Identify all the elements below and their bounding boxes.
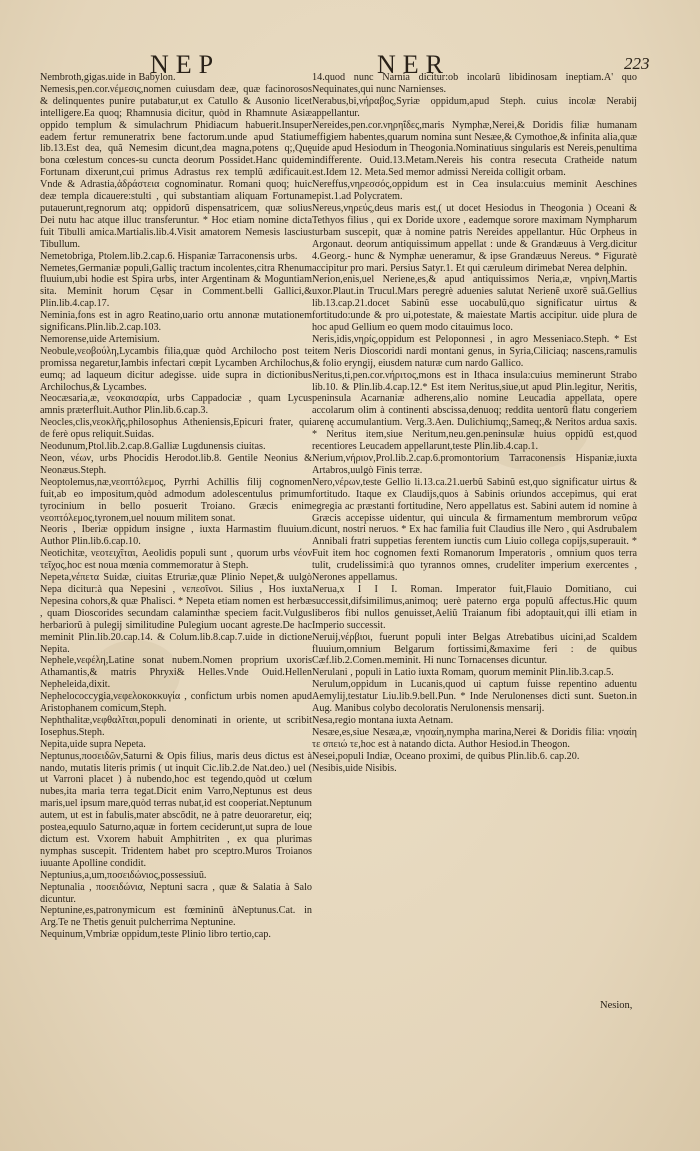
dictionary-entry: Neritus,ti,pen.cor.νήριτος,mons est in Ithaca insula:cuius meminerunt Strabo lib.10. & Plin.lib.4.cap.12.* Est item Neritus,siue,ut apud Plin.legitur, Neritis, peninsula Acarnaniæ adherens,alio nomine Leucadia appellata, opere accolarum olim à continenti abscissa,denuoq; reddita uentorũ flatu congeriem arenę accumulantium. Verg.3.Aen. Dulichiumq;,Sameq;,& Neritos ardua saxis. * Neritus item,siue Neritum,neu.gen.peninsulæ huius oppidũ est,quod recentiores Leucadem appellarunt,teste Plin.lib.4.cap.1. xyxy=(312,369,637,453)
right-column xyxy=(312,72,637,774)
left-running-head: NEP xyxy=(150,50,221,79)
dictionary-entry: Nembroth,gigas.uide in Babylon. xyxy=(40,72,176,83)
dictionary-entry: Nesa,regio montana iuxta Aetnam. xyxy=(312,714,454,726)
dictionary-entry: Neminia,fons est in agro Reatino,uario ortu annonæ mutationem significans.Plin.lib.2.cap.103. xyxy=(40,310,312,334)
dictionary-entry: Nepita,uide supra Nepeta. xyxy=(40,738,146,750)
dictionary-entry: Neptunine,es,patronymicum est fœmininũ àNeptunus.Cat. in Arg.Te ne Thetis genuit pulcherrima Neptunine. xyxy=(40,905,312,929)
dictionary-entry: Nerulum,oppidum in Lucanis,quod ui captum fuisse repentino aduentu Aemylij,testatur Liu.lib.9.bell.Pun. * Inde Nerulonenses dicti sunt. Sueton.in Aug. Manibus colybo decoloratis Nerulonensis mensarij. xyxy=(312,679,637,715)
dictionary-entry: Nerabus,bi,νήραβος,Syriæ oppidum,apud Steph. cuius incolæ Nerabij appellantur. xyxy=(312,95,637,119)
dictionary-entry: Neptunalia , ποσειδώνια, Neptuni sacra , quæ & Salatia à Salo dicuntur. xyxy=(40,881,312,905)
dictionary-entry: Nephthalitæ,νεφθαλῖται,populi denominati in oriente, ut scribit Iosephus.Steph. xyxy=(40,714,312,738)
dictionary-entry: Nemorense,uide Artemisium. xyxy=(40,333,160,345)
dictionary-entry: Nereus,νηρεύς,deus maris est,( ut docet Hesiodus in Theogonia ) Oceani & Tethyos filius , qui ex Doride uxore , eademque sorore maximam Nympharum turbam suscepit, quæ à nomine patris Nereides appellantur. Hũc Orpheus in Argonaut. deorum antiquissimum appellat : unde & Grandæuus à Verg.dicitur 4.Georg.- hunc & Nymphæ ueneramur, & ipse Grandæuus Nereus. * Figuratè accipitur pro mari. Persius Satyr.1. Et qui cæruleum dirimebat Nerea delphin. xyxy=(312,202,637,274)
page-number: 223 xyxy=(624,54,650,73)
dictionary-entry: Nerium,νήριον,Prol.lib.2.cap.6.promontorium Tarraconensis Hispaniæ,iuxta Artabros,uulgò Finis terræ. xyxy=(312,453,637,476)
left-column xyxy=(40,72,312,941)
dictionary-entry: Nemetobriga, Ptolem.lib.2.cap.6. Hispaniæ Tarraconensis urbs. xyxy=(40,250,298,262)
dictionary-entry: Nesibis,uide Nisibis. xyxy=(312,762,397,774)
dictionary-entry: Neotichitæ, νεοτειχῖται, Aeolidis populi sunt , quorum urbs νέον τεῖχος,hoc est noua mœnia commemoratur à Steph. xyxy=(40,548,312,572)
catchword: Nesion, xyxy=(600,1000,633,1011)
dictionary-entry: Neocles,clis,νεοκλῆς,philosophus Atheniensis,Epicuri frater, qui de ferè opus reliquit.Suidas. xyxy=(40,417,312,441)
right-running-head: NER xyxy=(377,50,450,79)
dictionary-entry: Nesæe,es,siue Nesæa,æ, νησαίη,nympha marina,Nerei & Doridis filia: νησαίη τε σπειώ τε,hoc est à natando dicta. Author Hesiod.in Theogon. xyxy=(312,726,637,750)
dictionary-entry: Neoptolemus,næ,νεοπτόλεμος, Pyrrhi Achillis filij cognomen fuit,ab eo impositum,quòd admodum adolescentulus primum tyrocinium in bello posuerit Troiano. Græcis enim νεοπτόλεμος,tyronem,uel nouum militem sonat. xyxy=(40,476,312,524)
dictionary-entry: Nero,νέρων,teste Gellio li.13.ca.21.uerbũ Sabinũ est,quo significatur uirtus & fortitudo. Itaque ex Claudijs,quos à Sabinis oriundos accepimus, qui erat egregia ac præstanti fortitudine, Nero appellatus est. Sabini autem id nomine à Græcis accepisse uidentur, qui uincula & firmamentum membrorum νεῦρα dicunt, nostri neruos. * Ex hac familia fuit Claudius ille Nero , qui Asdrubalem Annibali fratri suppetias ferentem iunctis cum Liuio collega copijs,superauit. * Fuit item hoc cognomen fexti Romanorum Imperatoris , omnium quos terra tulit, crudelissimi:à quo tyrannos omnes, crudeliter imperium exercentes , Nerones appellamus. xyxy=(312,476,637,584)
dictionary-entry: Neruij,νέρβιοι, fuerunt populi inter Belgas Atrebatibus uicini,ad Scaldem fluuium,omnium Belgarum fortissimi,&maxime feri : de quibus Cæf.lib.2.Comen.meminit. Hi nunc Tornacenses dicuntur. xyxy=(312,631,637,667)
dictionary-entry: Neptunius,a,um,ποσειδώνιος,possessiuũ. xyxy=(40,869,207,881)
dictionary-entry: Neodunum,Ptol.lib.2.cap.8.Galliæ Lugdunensis ciuitas. xyxy=(40,441,266,453)
dictionary-entry: Neocæsaria,æ, νεοκαισαρία, urbs Cappadociæ , quam Lycus amnis præterfluit.Author Plin.lib.6.cap.3. xyxy=(40,393,312,417)
dictionary-entry: Nerulani , populi in Latio iuxta Romam, quorum meminit Plin.lib.3.cap.5. xyxy=(312,667,614,679)
dictionary-entry: Nereffus,νηρεσσός,oppidum est in Cea insula:cuius meminit Aeschines epist.1.ad Polycratem. xyxy=(312,179,637,203)
dictionary-entry: Nereides,pen.cor.νηρηΐδες,maris Nymphæ,Nerei,& Doridis filiæ humanam effigiem habentes,quarum nomina sunt Nesæe,& Cymothoe,& infinita alia,quæ uide apud Hesiodum in Theogonia.Nominatiuus singularis est Nereis,penultima indifferente. Ouid.13.Metam.Nereis his contra resecuta Cratheide natum est.Idem 12. Meta.Sed memor admissi Nereida colligit orbam. xyxy=(312,119,637,179)
dictionary-entry: Neoris , Iberiæ oppidum insigne , iuxta Harmastim fluuium. Author Plin.lib.6.cap.10. xyxy=(40,524,312,548)
dictionary-entry: Nerion,enis,uel Neriene,es,& apud antiquissimos Neria,æ, νηρίνη,Martis uxor.Plaut.in Trucul.Mars peregrè aduenies salutat Nerienẽ uxorẽ suã.Gellius lib.13.cap.21.docet Sabinũ esse uocabulũ,quo significatur uirtus & fortitudo:unde & pro ui,potestate, & maiestate Martis accipitur. uide plura de hoc apud Gellium eo quem modo citauimus loco. xyxy=(312,274,637,334)
dictionary-entry: Nepeta,νέπετα Suidæ, ciuitas Etruriæ,quæ Plinio Nepet,& uulgò Nepa dicitur:à qua Nepesini , νεπεσῖνοι. Silius , Hos iuxta Nepesina cohors,& quæ Phalisci. * Nepeta etiam nomen est herbæ , quam Dioscorides secundam calaminthæ speciem facit.Vulgus herbariorũ à pulegij similitudine Pulegium uocant agreste.De hac meminit Plin.lib.20.cap.14. & Colum.lib.8.cap.7.uide in dictione Nepita. xyxy=(40,572,312,655)
dictionary-entry: Nerua,x I I I. Roman. Imperator fuit,Flauio Domitiano, cui successit,difsimilimus,animoq; uerè paterno erga populũ affectus.Hic quum liberos fibi nullos genuisset,Aeliũ Traianum fibi adoptauit,qui illi etiam in Imperio successit. xyxy=(312,583,637,631)
dictionary-entry: Nesei,populi Indiæ, Oceano proximi, de quibus Plin.lib.6. cap.20. xyxy=(312,750,580,762)
dictionary-entry: Neris,idis,νηρίς,oppidum est Peloponnesi , in agro Messeniaco.Steph. * Est item Neris Dioscoridi nardi montani genus, in Syria,Ciliciaq; nascens,ramulis & folio eryngij, eiusdem naturæ cum nardo Gallico. xyxy=(312,333,637,369)
dictionary-entry: Neon, νέων, urbs Phocidis Herodot.lib.8. Gentile Neonius & Neonæus.Steph. xyxy=(40,453,312,476)
dictionary-entry: 14.quod nunc Narnia dicitur:ob incolarũ libidinosam ineptiam.A' quo Nequinates,qui nunc Narnienses. xyxy=(312,72,637,95)
dictionary-entry: Neobule,νεοβούλη,Lycambis filia,quæ quòd Archilocho post te promissa negaretur,Iambis infectari cœpit Lycamben Archilochus, eumq; ad laqueum dicitur adegisse. uide supra in dictionibus Archilochus,& Lycambes. xyxy=(40,345,312,393)
dictionary-entry: Nemetes,Germaniæ populi,Galliç tractum incolentes,citra Rhenum fluuium,ubi hodie est Spira urbs, inter Argentinam & Moguntiam sita. Meminit horum Cęsar in Comment.belli Gallici,& Plin.lib.4.cap.17. xyxy=(40,262,312,310)
dictionary-entry: Nephelococcygia,νεφελοκοκκυγία , confictum urbis nomen apud Aristophanem comicum,Steph. xyxy=(40,691,312,715)
dictionary-entry: Nequinum,Vmbriæ oppidum,teste Plinio libro tertio,cap. xyxy=(40,929,271,941)
dictionary-entry: Nemesis,pen.cor.νέμεσις,nomen cuiusdam deæ, quæ facinorosos & delinquentes punire putabatur,ut ex Catullo & Ausonio licet intelligere.Ea quoq; Rhamnusia dicitur, quòd in Rhamnute Asiæ oppido templum & simulachrum Phidiacum habuerit.Insuper eadem fertur remuneratrix bene factorum.unde apud Statium lib.13.Est dea, quã Nemesim dicunt,dea magna,potens q;,Quę bona cœlestum conces-su cuncta deorum Possidet.Hanc quidem Fortunam dixerunt,cui primus Adrastus rex templũ ædificauit. Vnde & Adrastia,ἀδράστεια cognominatur. Romani quoq; huic deæ templa dicauere:stulti , qui substantiam aliquam Fortunam putauerunt,regnorum atq; oppidorũ dispensatricem, quæ solius Dei nutu hac atque illuc transferuntur. * Hoc etiam nomine dicta fuit Tibulli amica.Martialis.lib.4.Visit amatorem Nemesis lascius Tibullum. xyxy=(40,83,312,250)
dictionary-entry: Nephele,νεφέλη,Latine sonat nubem.Nomen proprium uxoris Athamantis,& matris Phryxi& Helles.Vnde Ouid.Hellen Nepheleida,dixit. xyxy=(40,655,312,691)
dictionary-entry: Neptunus,ποσειδῶν,Saturni & Opis filius, maris deus dictus est à nando, mutatis literis primis ( ut inquit Cic.lib.2.de Nat.deo.) uel ( ut Varroni placet ) à nubendo,hoc est tegendo,quòd ut cœlum nubes,ita maria terra tegat.Dicit enim Varro,Neptunus est deus maris,uel ipsum mare,quòd terras nubat,id est cooperiat.Neptunum autem, ut est in fabulis,mater abscõdit, ne à patre deuoraretur, eiq; postea,equulo Saturno,aquæ in fortem ceciderunt,ut supra de loue dictum est. Vxorem habuit Amphitriten , ex qua plurimas nymphas suscepit. Tridentem habet pro sceptro.Muros Troianos iuuante Apolline condidit. xyxy=(40,750,312,869)
